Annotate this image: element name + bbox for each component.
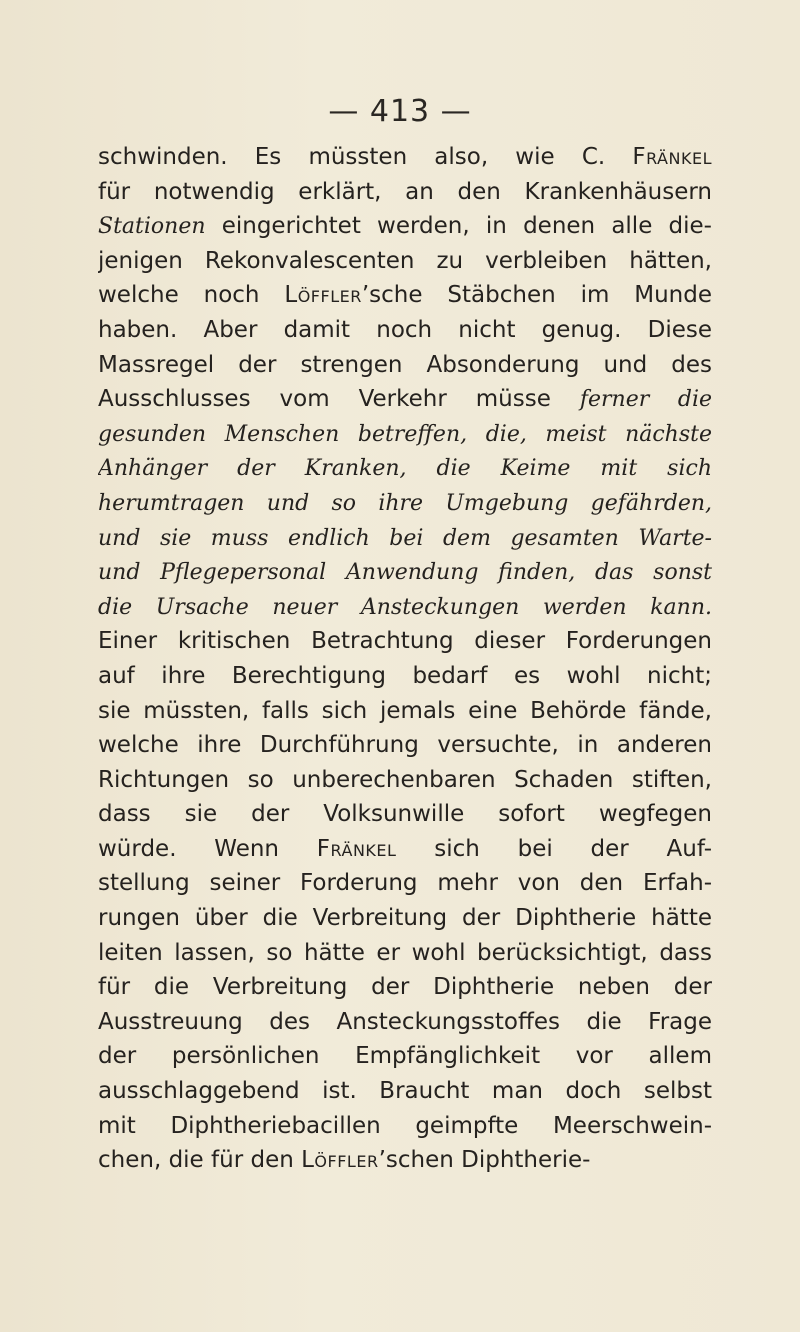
author-name: Löffler xyxy=(301,1147,379,1174)
text-run: Massregel der strengen Absonderung und des xyxy=(98,351,712,378)
author-name: Fränkel xyxy=(316,835,397,862)
emphasis-text: ferner die xyxy=(579,387,712,413)
text-run: auf ihre Berechtigung bedarf es wohl nicht; xyxy=(98,662,712,689)
text-line xyxy=(98,348,712,383)
text-run: jenigen Rekonvalescenten zu verbleiben hätten, xyxy=(98,247,712,274)
text-run: ausschlaggebend ist. Braucht man doch selbst xyxy=(98,1078,712,1105)
text-run: leiten lassen, so hätte er wohl berücksichtigt, dass xyxy=(98,939,712,966)
text-line xyxy=(98,244,712,279)
page-number: — 413 — xyxy=(328,94,472,129)
text-line xyxy=(98,1005,712,1040)
text-run: für die Verbreitung der Diphtherie neben der xyxy=(98,974,712,1001)
text-line xyxy=(98,209,712,244)
text-line xyxy=(98,486,712,521)
emphasis-text: die Ursache neuer Ansteckungen werden kann. xyxy=(98,594,712,620)
text-run: haben. Aber damit noch nicht genug. Diese xyxy=(98,316,712,343)
text-run: ’sche Stäbchen im Munde xyxy=(361,282,712,309)
emphasis-text: Stationen xyxy=(98,214,206,240)
text-line xyxy=(98,1039,712,1074)
text-line xyxy=(98,763,712,798)
text-line xyxy=(98,521,712,556)
text-run: sich bei der Auf- xyxy=(396,835,712,862)
emphasis-text: herumtragen und so ihre Umgebung gefährden, xyxy=(98,490,712,516)
text-line xyxy=(98,1109,712,1144)
text-run: Einer kritischen Betrachtung dieser Forderungen xyxy=(98,628,712,655)
text-run: mit Diphtheriebacillen geimpfte Meerschwein- xyxy=(98,1112,712,1139)
text-run: ’schen Diphtherie- xyxy=(378,1147,591,1174)
text-run: stellung seiner Forderung mehr von den Erfah- xyxy=(98,870,712,897)
text-run: der persönlichen Empfänglichkeit vor allem xyxy=(98,1043,712,1070)
text-run: welche noch xyxy=(98,282,285,309)
text-run: chen, die für den xyxy=(98,1147,302,1174)
text-line xyxy=(98,451,712,486)
text-line xyxy=(98,797,712,832)
text-line xyxy=(98,970,712,1005)
text-run: eingerichtet werden, in denen alle die- xyxy=(205,213,712,240)
emphasis-text: gesunden Menschen betreffen, die, meist nächste xyxy=(98,421,712,447)
text-line xyxy=(98,417,712,452)
text-line xyxy=(98,866,712,901)
text-run: dass sie der Volksunwille sofort wegfegen xyxy=(98,801,712,828)
text-run: Richtungen so unberechenbaren Schaden stiften, xyxy=(98,766,712,793)
text-run: sie müssten, falls sich jemals eine Behörde fände, xyxy=(98,697,712,724)
text-line xyxy=(98,175,712,210)
text-line xyxy=(98,694,712,729)
text-run: für notwendig erklärt, an den Krankenhäusern xyxy=(98,178,712,205)
text-run: rungen über die Verbreitung der Diphtherie hätte xyxy=(98,905,712,932)
emphasis-text: und sie muss endlich bei dem gesamten Warte- xyxy=(98,525,712,551)
text-run: welche ihre Durchführung versuchte, in anderen xyxy=(98,732,712,759)
text-run: Ausschlusses vom Verkehr müsse xyxy=(98,386,580,413)
text-line xyxy=(98,901,712,936)
text-line xyxy=(98,659,712,694)
text-run: würde. Wenn xyxy=(98,835,317,862)
text-line xyxy=(98,728,712,763)
text-line xyxy=(98,1143,712,1178)
body-text xyxy=(98,140,712,1178)
emphasis-text: und Pflegepersonal Anwendung finden, das sonst xyxy=(98,560,712,586)
text-line xyxy=(98,313,712,348)
author-name: Löffler xyxy=(284,282,362,309)
text-run: schwinden. Es müssten also, wie C. xyxy=(98,144,633,170)
author-name: Fränkel xyxy=(632,144,712,170)
emphasis-text: Anhänger der Kranken, die Keime mit sich xyxy=(98,456,712,482)
text-line xyxy=(98,832,712,867)
text-line xyxy=(98,1074,712,1109)
text-line xyxy=(98,555,712,590)
text-line xyxy=(98,140,712,175)
text-line xyxy=(98,382,712,417)
text-line xyxy=(98,936,712,971)
text-line xyxy=(98,278,712,313)
text-run: Ausstreuung des Ansteckungsstoffes die Frage xyxy=(98,1008,712,1035)
text-line xyxy=(98,624,712,659)
text-line xyxy=(98,590,712,625)
